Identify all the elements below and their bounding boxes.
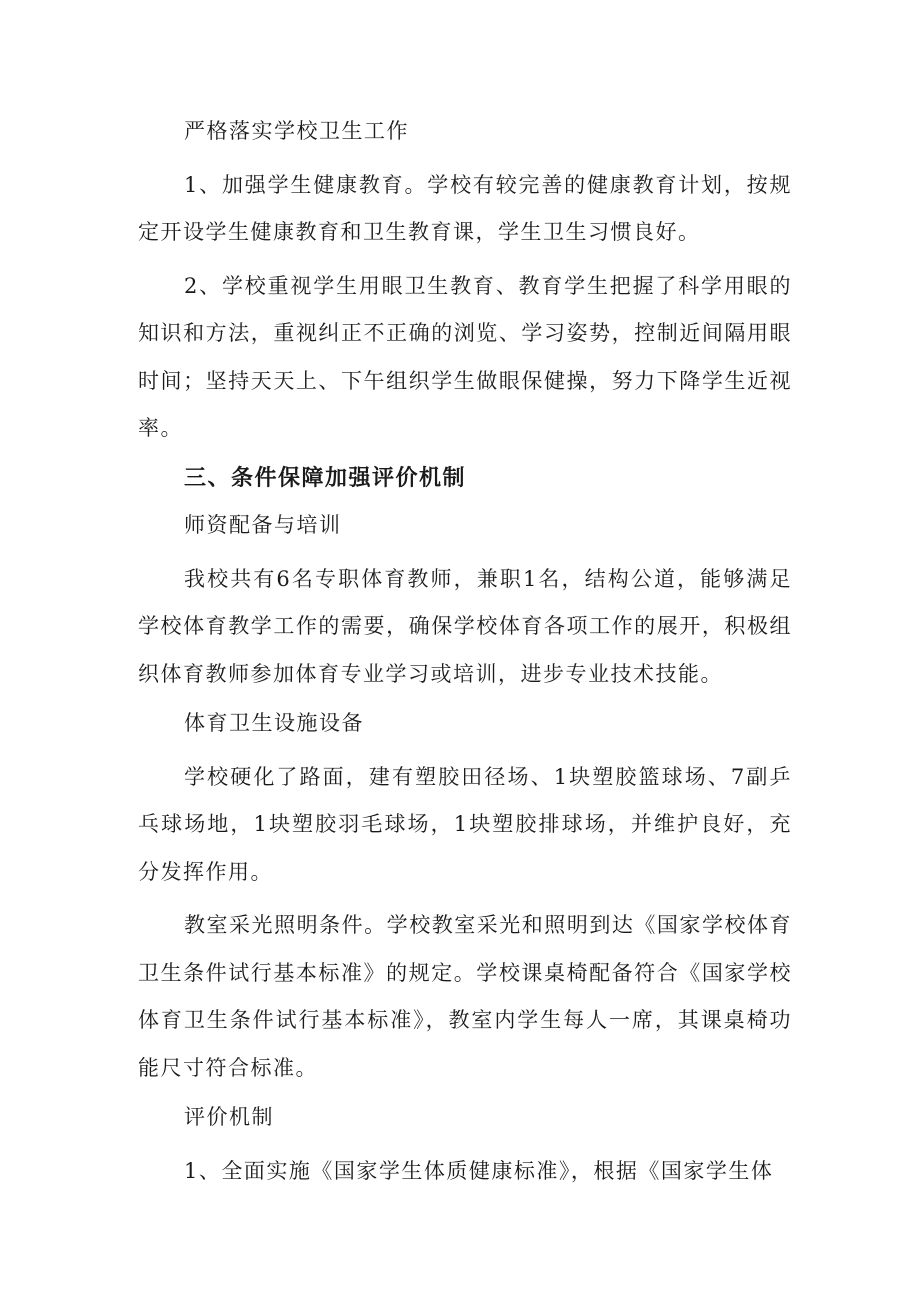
document-body	[138, 108, 792, 1195]
paragraph-classroom-lighting: 教室采光照明条件。学校教室采光和照明到达《国家学校体育卫生条件试行基本标准》的规定。学校课桌椅配备符合《国家学校体育卫生条件试行基本标准》，教室内学生每人一席，其课桌椅功能尺寸符合标准。	[138, 913, 792, 1080]
subheading-school-hygiene: 严格落实学校卫生工作	[184, 119, 409, 143]
subheading-facilities: 体育卫生设施设备	[184, 711, 364, 735]
section-heading-conditions: 三、条件保障加强评价机制	[184, 465, 467, 491]
subheading-evaluation: 评价机制	[184, 1105, 274, 1129]
paragraph-eye-hygiene: 2、学校重视学生用眼卫生教育、教育学生把握了科学用眼的知识和方法，重视纠正不正确的浏览、学习姿势，控制近间隔用眼时间；坚持天天上、下午组织学生做眼保健操，努力下降学生近视率。	[138, 273, 792, 440]
paragraph-facilities: 学校硬化了路面，建有塑胶田径场、1块塑胶篮球场、7副乒乓球场地，1块塑胶羽毛球场，1块塑胶排球场，并维护良好，充分发挥作用。	[138, 764, 792, 884]
paragraph-teachers: 我校共有6名专职体育教师，兼职1名，结构公道，能够满足学校体育教学工作的需要，确保学校体育各项工作的展开，积极组织体育教师参加体育专业学习或培训，进步专业技术技能。	[138, 566, 792, 686]
paragraph-health-education: 1、加强学生健康教育。学校有较完善的健康教育计划，按规定开设学生健康教育和卫生教育课，学生卫生习惯良好。	[138, 172, 792, 244]
paragraph-evaluation-standard: 1、全面实施《国家学生体质健康标准》，根据《国家学生体	[184, 1158, 774, 1183]
subheading-teachers-training: 师资配备与培训	[184, 513, 342, 537]
